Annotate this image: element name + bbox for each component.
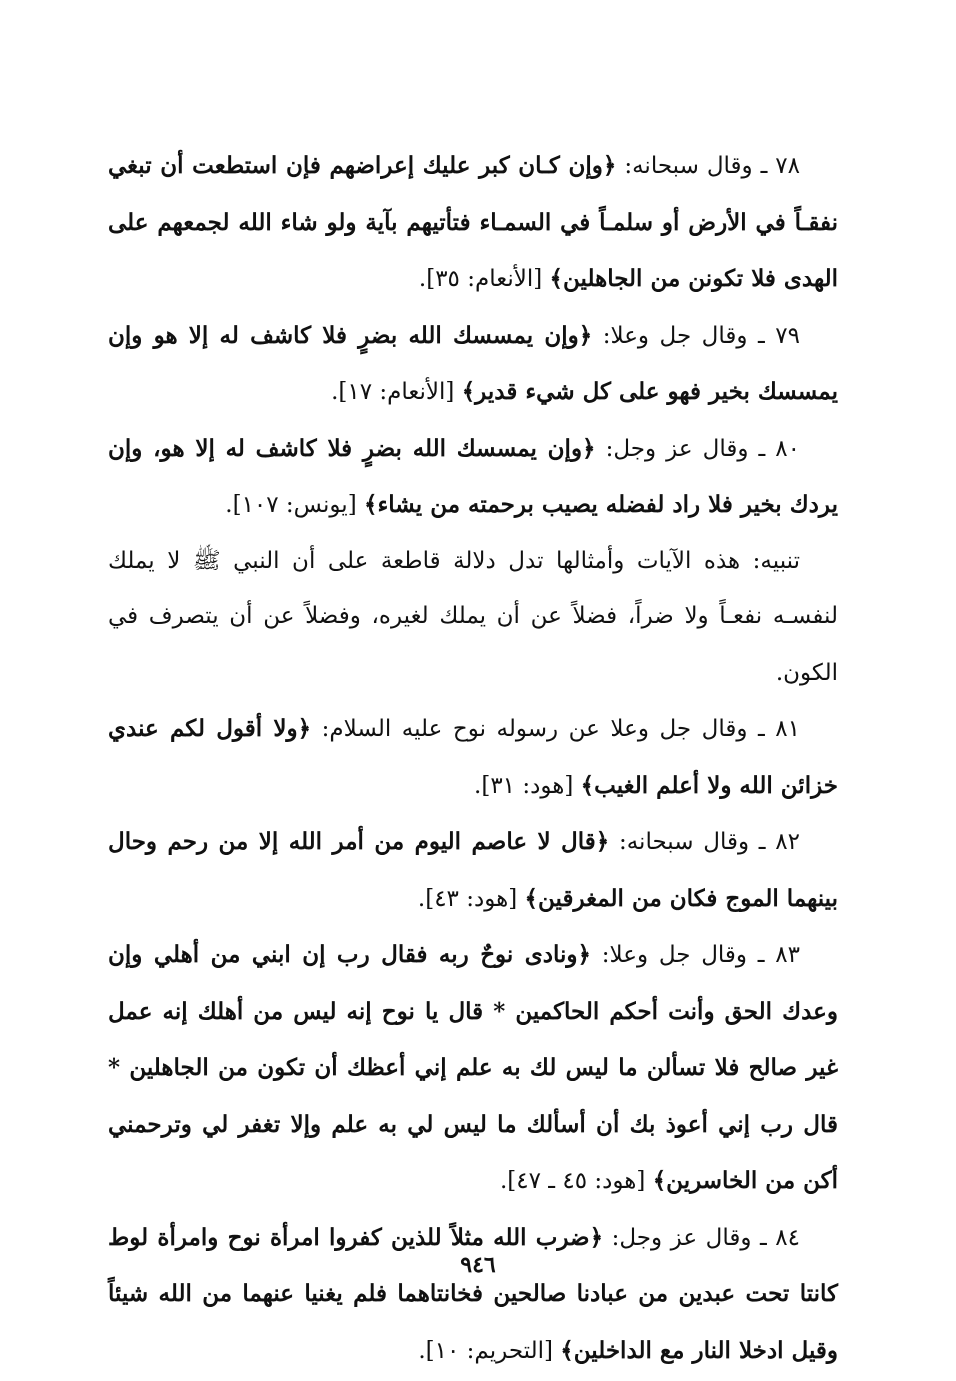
- verse-reference: [هود: ٤٣].: [417, 885, 525, 912]
- verse-reference: [يونس: ١٠٧].: [225, 492, 364, 518]
- entry-80: [108, 421, 838, 534]
- verse-reference: [الأنعام: ١٧].: [331, 379, 462, 405]
- entry-intro: ٨١ ـ وقال جل وعلا عن رسوله نوح عليه السلام:: [311, 716, 800, 742]
- entry-78: [108, 138, 838, 308]
- entry-intro: ٨٢ ـ وقال سبحانه:: [609, 829, 800, 855]
- entry-intro: ٧٨ ـ وقال سبحانه:: [616, 153, 800, 179]
- quran-verse: ﴿وإن يمسسك الله بضرٍ فلا كاشف له إلا هو، وإن يردك بخير فلا راد لفضله يصيب برحمته من يشاء﴾: [108, 434, 838, 518]
- quran-verse: ﴿ولا أقول لكم عندي خزائن الله ولا أعلم الغيب﴾: [108, 715, 838, 799]
- entry-79: [108, 308, 838, 421]
- entry-intro: ٧٩ ـ وقال جل وعلا:: [592, 322, 800, 349]
- entry-82: [108, 814, 838, 927]
- note-paragraph: [108, 534, 838, 702]
- entry-84: [108, 1210, 838, 1380]
- entry-intro: ٨٤ ـ وقال عز وجل:: [603, 1224, 800, 1251]
- entry-83: [108, 927, 838, 1210]
- quran-verse: ﴿قال لا عاصم اليوم من أمر الله إلا من رحم وحال بينهما الموج فكان من المغرقين﴾: [108, 828, 838, 912]
- verse-reference: [هود: ٣١].: [474, 772, 581, 799]
- note-text: تنبيه: هذه الآيات وأمثالها تدل دلالة قاطعة على أن النبي ﷺ لا يملك لنفسـه نفعـاً ولا ضراً، فضلاً عن أن يملك لغيره، وفضلاً عن أن يتصرف في الكون.: [108, 547, 838, 686]
- quran-verse: ﴿ضرب الله مثلاً للذين كفروا امرأة نوح وامرأة لوط كانتا تحت عبدين من عبادنا صالحين فخانتاهما فلم يغنيا عنهما من الله شيئاً وقيل ادخلا النار مع الداخلين﴾: [108, 1223, 838, 1364]
- page-body: [108, 138, 838, 1379]
- page-number: ٩٤٦: [460, 1252, 496, 1278]
- quran-verse: ﴿وإن كـان كبر عليك إعراضهم فإن استطعت أن تبغي نفقـاً في الأرض أو سلمـاً في السمـاء فتأتيهم بآية ولو شاء الله لجمعهم على الهدى فلا تكونن من الجاهلين﴾: [108, 152, 838, 292]
- verse-reference: [التحريم: ١٠].: [418, 1337, 561, 1364]
- entry-intro: ٨٣ ـ وقال جل وعلا:: [591, 942, 800, 968]
- entry-intro: ٨٠ ـ وقال عز وجل:: [595, 435, 800, 462]
- verse-reference: [هود: ٤٥ ـ ٤٧].: [499, 1168, 653, 1194]
- quran-verse: ﴿ونادى نوحٌ ربه فقال رب إن ابني من أهلي وإن وعدك الحق وأنت أحكم الحاكمين * قال يا نوح إنه ليس من أهلك إنه عمل غير صالح فلا تسألن ما ليس لك به علم إني أعظك أن تكون من الجاهلين * قال رب إني أعوذ بك أن أسألك ما ليس لي به علم وإلا تغفر لي وترحمني أكن من الخاسرين﴾: [108, 941, 838, 1194]
- entry-81: [108, 701, 838, 814]
- verse-reference: [الأنعام: ٣٥].: [418, 266, 550, 292]
- quran-verse: ﴿وإن يمسسك الله بضرٍ فلا كاشف له إلا هو وإن يمسسك بخير فهو على كل شيء قدير﴾: [108, 321, 838, 405]
